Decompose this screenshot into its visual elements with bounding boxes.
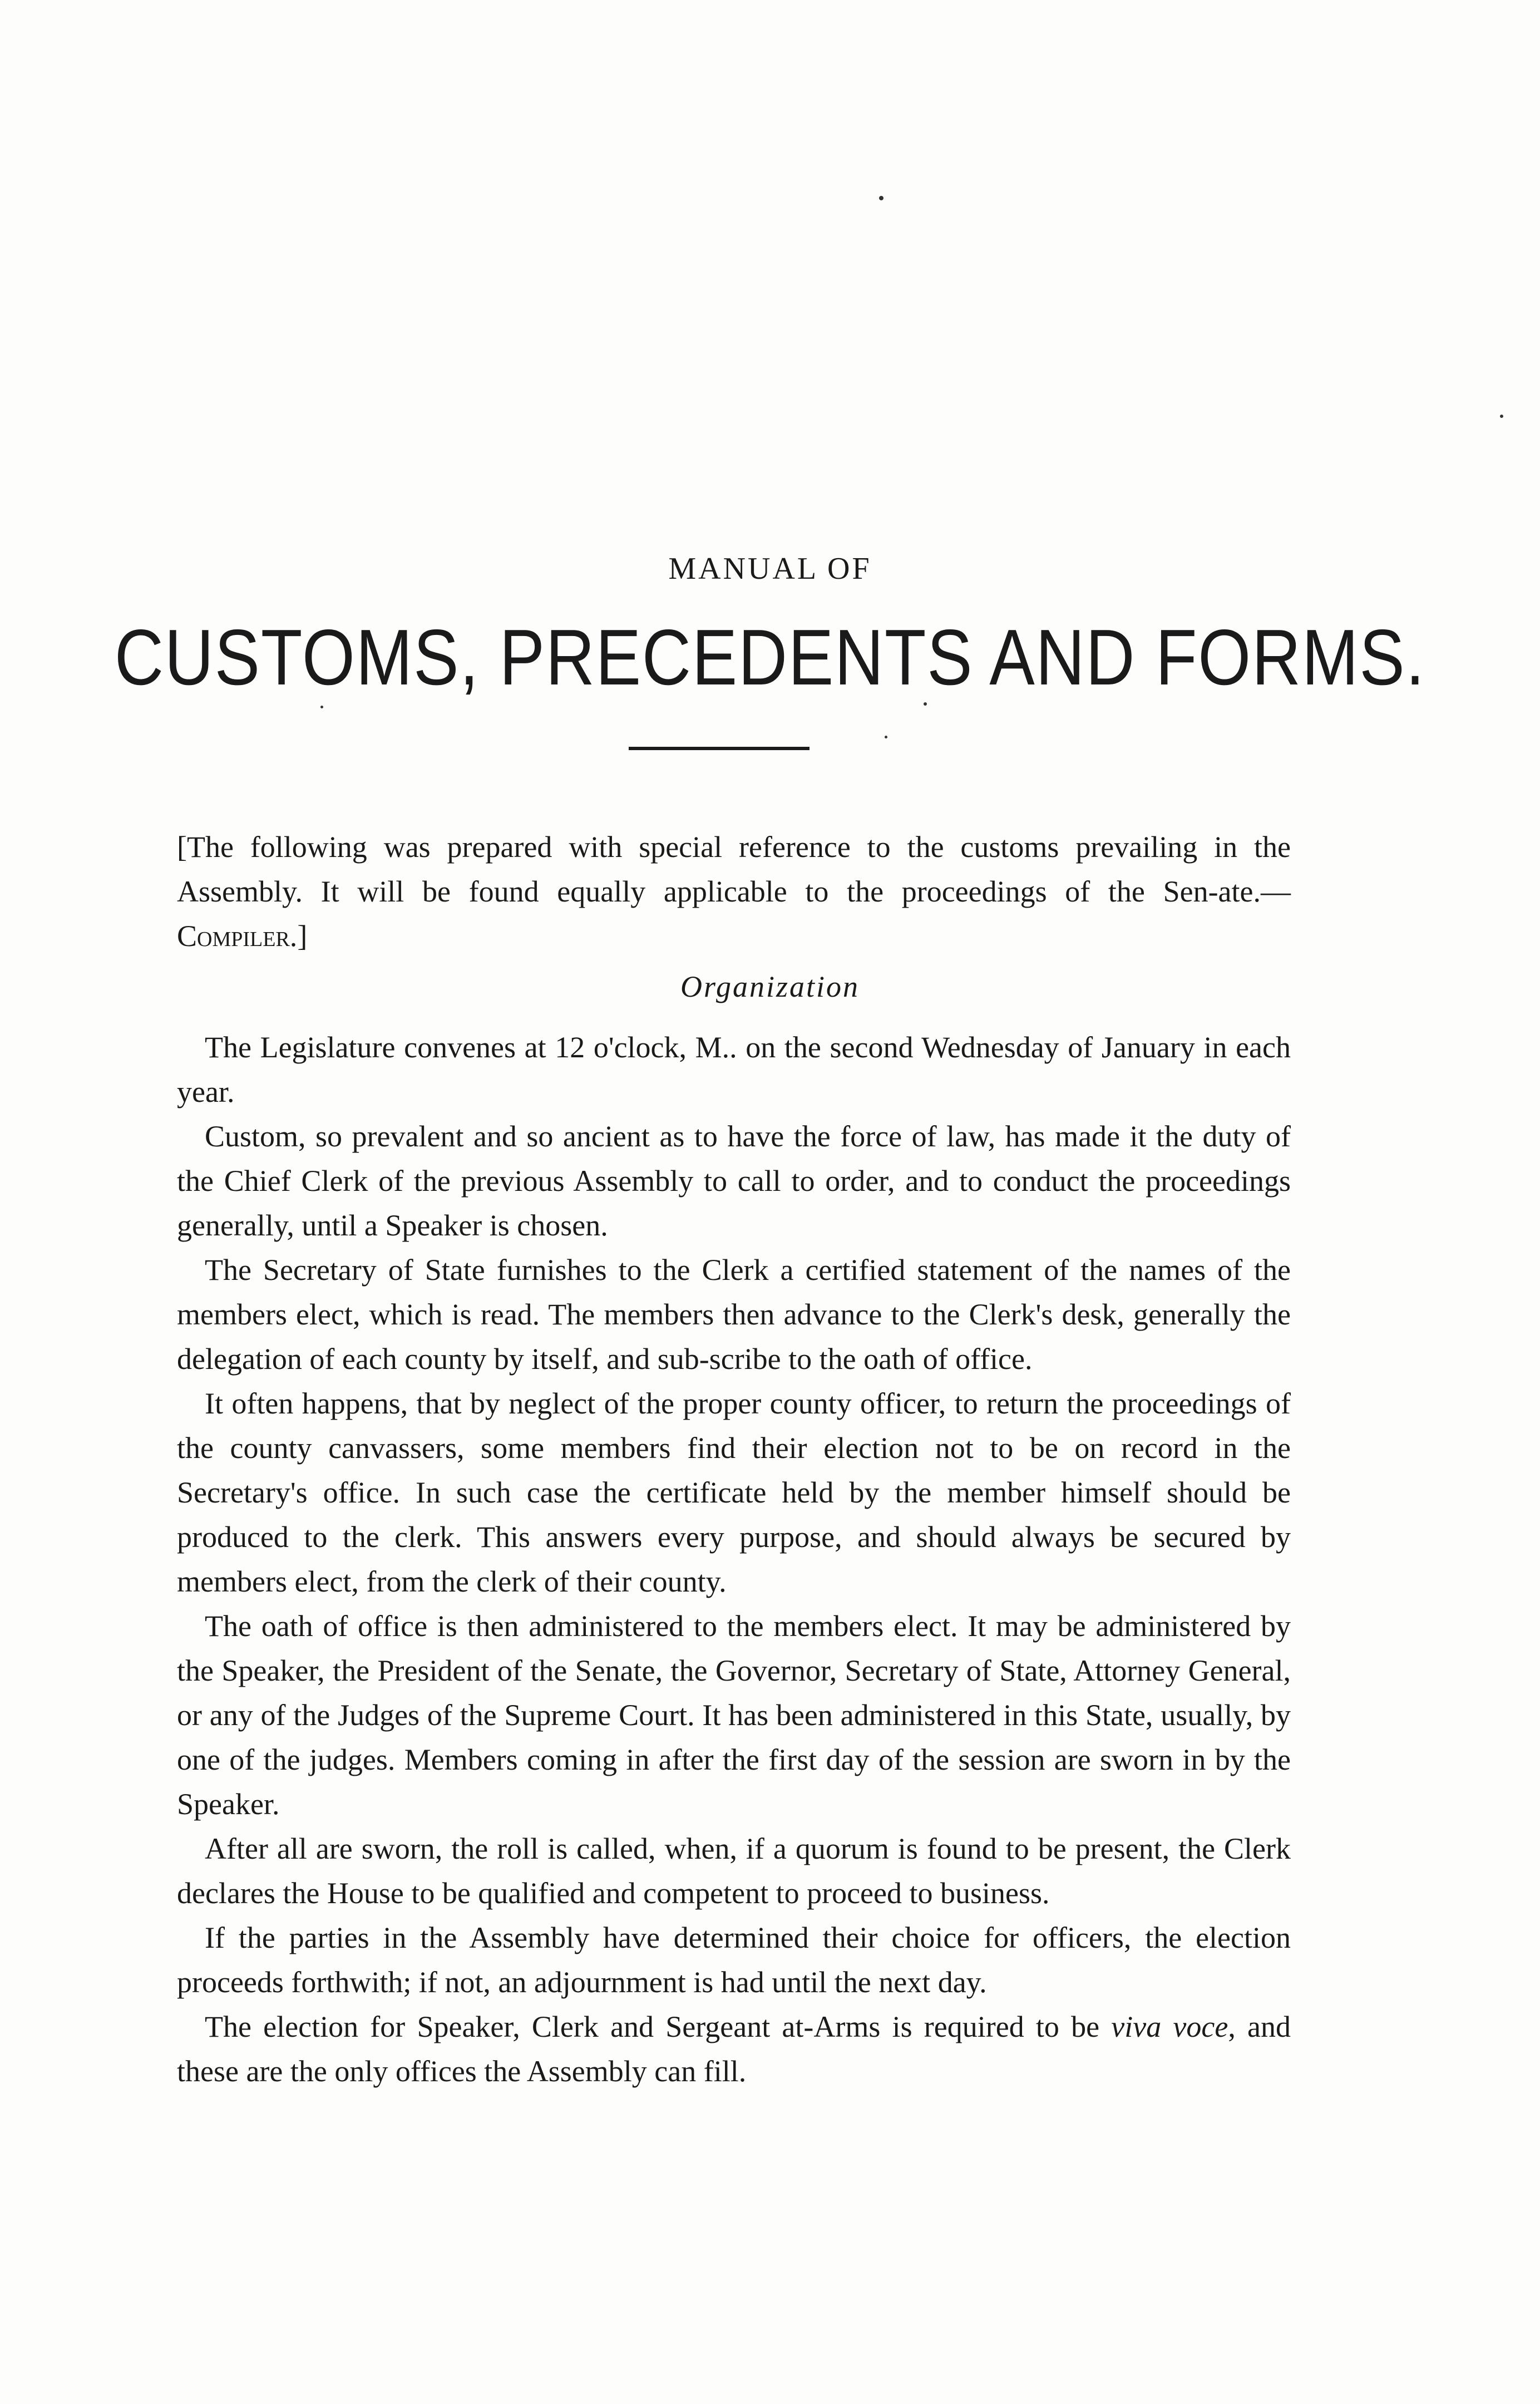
compiler-note-text bbox=[177, 825, 1291, 958]
compiler-note-close: ] bbox=[297, 919, 308, 953]
paragraph-last bbox=[177, 2004, 1291, 2093]
compiler-signature: Compiler. bbox=[177, 919, 298, 953]
ink-speck bbox=[885, 736, 887, 738]
page-title: CUSTOMS, PRECEDENTS AND FORMS. bbox=[114, 613, 1426, 702]
section-title-organization: Organization bbox=[680, 970, 860, 1003]
ink-speck bbox=[320, 706, 323, 708]
latin-term: viva voce bbox=[1111, 2010, 1228, 2043]
paragraph: After all are sworn, the roll is called, when, if a quorum is found to be present, the Clerk declares the House to be qualified and competent to proceed to business. bbox=[177, 1832, 1291, 1910]
paragraph-last-end: , and these are the only offices the Assembly can fill. bbox=[177, 2010, 1291, 2088]
ink-speck bbox=[1500, 415, 1503, 418]
compiler-note-body: [The following was prepared with special reference to the customs prevailing in the Assembly. It will be found equally applicable to the proceedings of the Sen-ate.— bbox=[177, 830, 1291, 908]
paragraph: If the parties in the Assembly have determined their choice for officers, the election proceeds forthwith; if not, an adjournment is had until the next day. bbox=[177, 1921, 1291, 1999]
paragraph: It often happens, that by neglect of the proper county officer, to return the proceedings of the county canvassers, some members find their election not to be on record in the Secretary's office. In such case the certificate held by the member himself should be produced to the clerk. This answers every purpose, and should always be secured by members elect, from the clerk of their county. bbox=[177, 1387, 1291, 1598]
paragraph: The oath of office is then administered to the members elect. It may be administered by the Speaker, the President of the Senate, the Governor, Secretary of State, Attorney General, or any of the Judges of the Supreme Court. It has been administered in this State, usually, by one of the judges. Members coming in after the first day of the session are sworn in by the Speaker. bbox=[177, 1609, 1291, 1821]
paragraph: The Legislature convenes at 12 o'clock, M.. on the second Wednesday of January in each year. bbox=[177, 1031, 1291, 1109]
paragraph: The Secretary of State furnishes to the Clerk a certified statement of the names of the members elect, which is read. The members then advance to the Clerk's desk, generally the delegation of each county by itself, and sub-scribe to the oath of office. bbox=[177, 1253, 1291, 1376]
paragraph-last-start: The election for Speaker, Clerk and Sergeant at-Arms is required to be bbox=[205, 2010, 1112, 2043]
body-text bbox=[177, 1025, 1291, 2093]
compiler-note bbox=[177, 825, 1291, 958]
title-rule bbox=[629, 747, 810, 750]
ink-speck bbox=[879, 196, 883, 200]
paragraph: Custom, so prevalent and so ancient as to have the force of law, has made it the duty of the Chief Clerk of the previous Assembly to call to order, and to conduct the proceedings generally, until a Speaker is chosen. bbox=[177, 1120, 1291, 1242]
manual-subtitle: MANUAL OF bbox=[668, 551, 872, 586]
